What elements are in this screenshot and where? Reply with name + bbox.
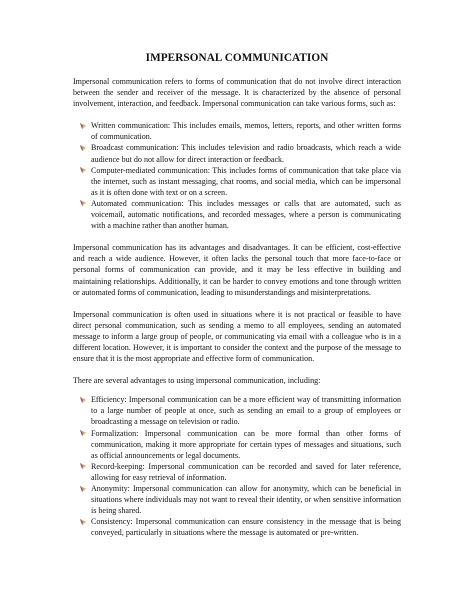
arrow-bullet-icon [79,518,87,526]
list-item [73,516,401,538]
arrow-bullet-icon [79,122,87,130]
advantages-intro-paragraph: There are several advantages to using impersonal communication, including: [73,376,321,386]
arrow-bullet-icon [79,199,87,207]
list-item [73,394,401,427]
list-item-text: Computer-mediated communication: This includes forms of communication that take place via the internet, such as instant messaging, chat rooms, and social media, which can be impersonal as it is often done with text or on a screen. [91,165,401,197]
list-item [73,428,401,461]
advantages-list [73,394,401,538]
list-item [73,142,401,164]
usage-paragraph: Impersonal communication is often used in situations where it is not practical or feasible to have direct personal communication, such as sending a memo to all employees, sending an automated message to inform a large group of people, or communicating via email with a colleague who is in a different location. However, it is important to consider the context and the purpose of the message to ensure that it is the most appropriate and effective form of communication. [73,309,401,364]
list-item [73,461,401,483]
arrow-bullet-icon [79,144,87,152]
advantages-disadvantages-paragraph: Impersonal communication has its advantages and disadvantages. It can be efficient, cost-effective and reach a wide audience. However, it often lacks the personal touch that more face-to-face or personal forms of communication can provide, and it may be less effective in building and maintaining relationships. Additionally, it can be harder to convey emotions and tone through written or automated forms of communication, leading to misunderstandings and misinterpretations. [73,243,401,297]
list-item [73,120,401,142]
list-item [73,198,401,231]
arrow-bullet-icon [79,396,87,404]
forms-list [73,120,401,231]
intro-paragraph: Impersonal communication refers to forms of communication that do not involve direct interaction between the sender and receiver of the message. It is characterized by the absence of personal involvement, interaction, and feedback. Impersonal communication can take various forms, such as: [73,77,401,109]
list-item-text: Formalization: Impersonal communication can be more formal than other forms of communication, making it more appropriate for certain types of messages and situations, such as official announcements or legal documents. [91,428,401,460]
arrow-bullet-icon [79,462,87,470]
list-item [73,165,401,198]
arrow-bullet-icon [79,485,87,493]
list-item-text: Anonymity: Impersonal communication can allow for anonymity, which can be beneficial in situations where individuals may not want to reveal their identity, or when sensitive information is being shared. [91,484,401,516]
list-item-text: Record-keeping: Impersonal communication can be recorded and saved for later reference, allowing for easy retrieval of information. [91,461,401,482]
document-title: IMPERSONAL COMMUNICATION [145,52,329,64]
list-item-text: Broadcast communication: This includes television and radio broadcasts, which reach a wide audience but do not allow for direct interaction or feedback. [91,143,401,164]
list-item-text: Efficiency: Impersonal communication can be a more efficient way of transmitting information to a large number of people at once, such as sending an email to a group of employees or broadcasting a message on television or radio. [91,395,401,427]
document-page [73,52,401,549]
list-item [73,483,401,516]
list-item-text: Consistency: Impersonal communication can ensure consistency in the message that is being conveyed, particularly in situations where the message is automated or pre-written. [91,517,401,538]
list-item-text: Automated communication: This includes messages or calls that are automated, such as voicemail, automatic notifications, and recorded messages, where a person is communicating with a machine rather than another human. [91,198,401,231]
arrow-bullet-icon [79,166,87,174]
arrow-bullet-icon [79,429,87,437]
list-item-text: Written communication: This includes emails, memos, letters, reports, and other written forms of communication. [91,121,401,142]
